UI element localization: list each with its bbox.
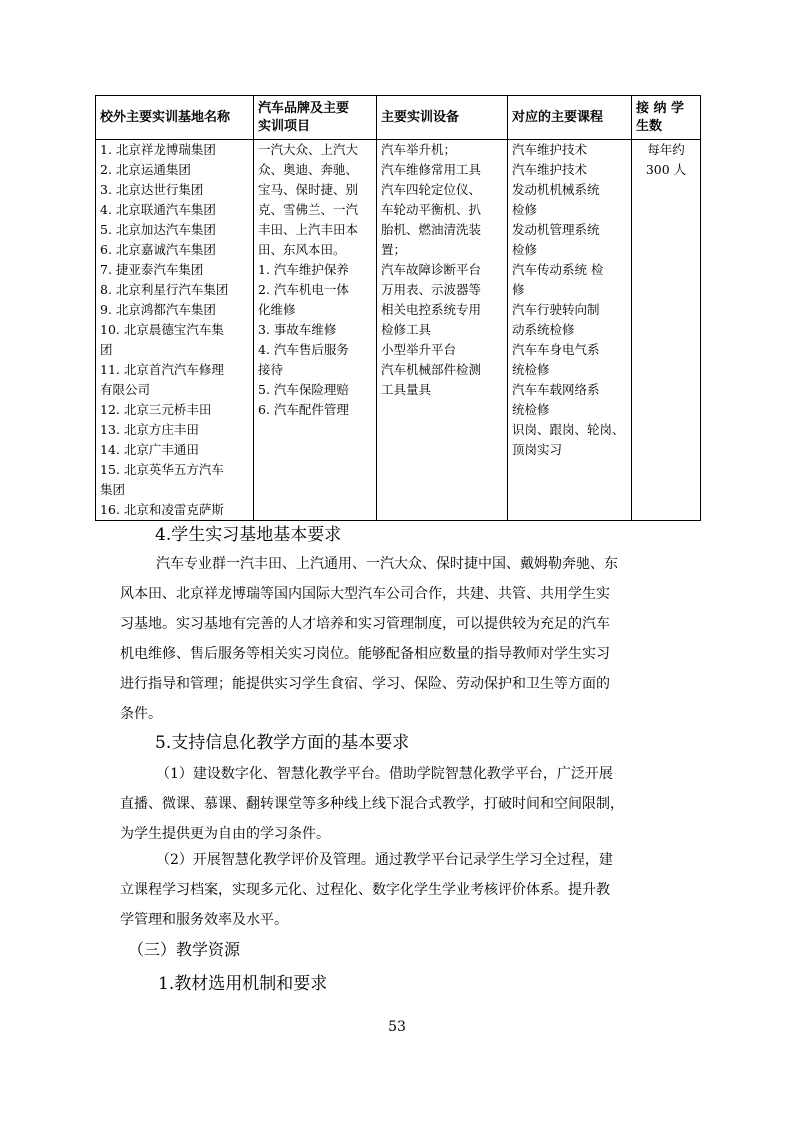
table-row	[96, 140, 701, 521]
equipment-cell: 汽车举升机； 汽车维修常用工具 汽车四轮定位仪、 车轮动平衡机、扒 胎机、燃油清洗装 置； 汽车故障诊断平台 万用表、示波器等 相关电控系统专用 检修工具 小型举升平台 汽车机械部件检测 工具量具	[377, 140, 508, 521]
section-4-heading: 4.学生实习基地基本要求	[155, 525, 342, 545]
subsection-1-heading: 1.教材选用机制和要求	[158, 974, 328, 994]
section-5-item-2: （2）开展智慧化教学评价及管理。通过教学平台记录学生学习全过程，建 立课程学习档案，实现多元化、过程化、数字化学生学业考核评价体系。提升教 学管理和服务效率及水平。	[120, 852, 613, 928]
header-equipment: 主要实训设备	[377, 96, 508, 140]
section-5-item-1: （1）建设数字化、智慧化教学平台。借助学院智慧化教学平台，广泛开展 直播、微课、慕课、翻转课堂等多种线上线下混合式教学，打破时间和空间限制， 为学生提供更为自由的学习条件。	[120, 766, 624, 842]
base-list-cell: 1. 北京祥龙博瑞集团 2. 北京运通集团 3. 北京达世行集团 4. 北京联通汽车集团 5. 北京加达汽车集团 6. 北京嘉诚汽车集团 7. 捷亚泰汽车集团 8. 北京利星行汽车集团 9. 北京鸿都汽车集团 10. 北京晨德宝汽车集 团 11. 北京首汽汽车修理 有限公司 12. 北京三元桥丰田 13. 北京方庄丰田 14. 北京广丰通田 15. 北京英华五方汽车 集团 16. 北京和凌雷克萨斯	[96, 140, 254, 521]
header-courses: 对应的主要课程	[508, 96, 632, 140]
page-number: 53	[388, 1019, 406, 1035]
header-capacity: 接 纳 学 生数	[632, 96, 701, 140]
brand-projects-cell: 一汽大众、上汽大 众、奥迪、奔驰、 宝马、保时捷、别 克、雪佛兰、一汽 丰田、上汽丰田本 田、东风本田。 1. 汽车维护保养 2. 汽车机电一体 化维修 3. 事故车维修 4. 汽车售后服务 接待 5. 汽车保险理赔 6. 汽车配件管理	[254, 140, 377, 521]
capacity-cell: 每年约 300 人	[632, 140, 701, 521]
table-header-row	[96, 96, 701, 140]
section-3-heading: （三）教学资源	[128, 940, 241, 959]
internship-base-table	[95, 95, 701, 521]
header-brand-projects: 汽车品牌及主要 实训项目	[254, 96, 377, 140]
courses-cell: 汽车维护技术 汽车维护技术 发动机机械系统 检修 发动机管理系统 检修 汽车传动系统 检 修 汽车行驶转向制 动系统检修 汽车车身电气系 统检修 汽车车载网络系 统检修 识岗、跟岗、轮岗、 顶岗实习	[508, 140, 632, 521]
section-4-paragraph: 汽车专业群一汽丰田、上汽通用、一汽大众、保时捷中国、戴姆勒奔驰、东 风本田、北京祥龙博瑞等国内国际大型汽车公司合作，共建、共管、共用学生实 习基地。实习基地有完善的人才培养和实习管理制度，可以提供较为充足的汽车 机电维修、售后服务等相关实习岗位。能够配备相应数量的指导教师对学生实习 进行指导和管理；能提供实习学生食宿、学习、保险、劳动保护和卫生等方面的 条件。	[120, 556, 618, 722]
section-5-heading: 5.支持信息化教学方面的基本要求	[155, 733, 410, 753]
header-base-name: 校外主要实训基地名称	[96, 96, 254, 140]
